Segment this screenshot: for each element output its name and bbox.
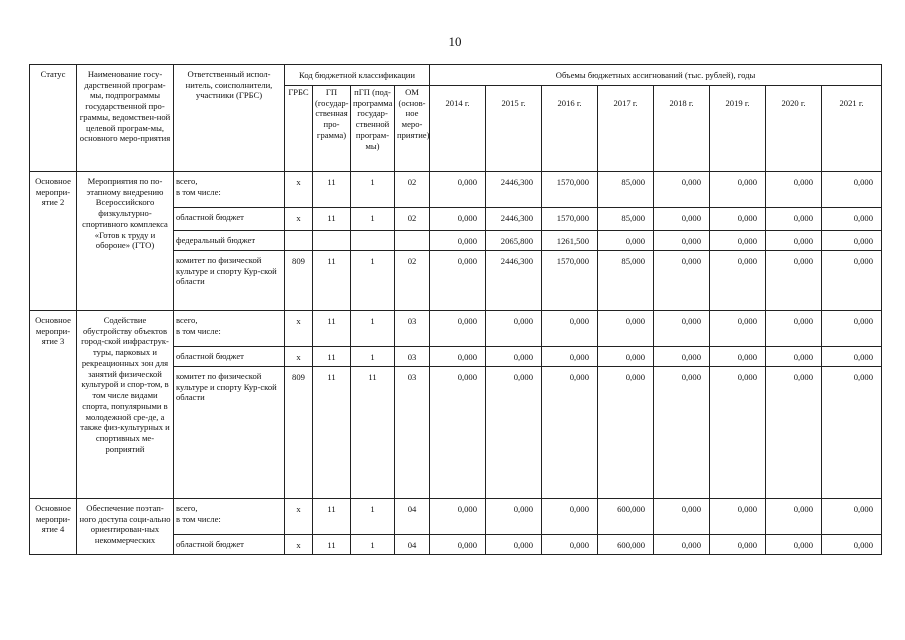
gp-code-cell: 11 — [313, 347, 351, 367]
amount-cell: 0,000 — [542, 535, 598, 555]
pgp-code-cell: 1 — [351, 311, 395, 347]
amount-cell: 0,000 — [654, 535, 710, 555]
amount-cell: 1570,000 — [542, 251, 598, 311]
grbs-code-cell: x — [285, 208, 313, 231]
amount-cell: 0,000 — [486, 535, 542, 555]
amount-cell: 0,000 — [486, 311, 542, 347]
amount-cell: 0,000 — [822, 251, 882, 311]
amount-cell: 0,000 — [766, 311, 822, 347]
amount-cell: 0,000 — [822, 535, 882, 555]
header-grbs: ГРБС — [285, 86, 313, 172]
header-code-group: Код бюджетной классификации — [285, 65, 430, 86]
executor-cell: всего, в том числе: — [174, 499, 285, 535]
amount-cell: 0,000 — [710, 347, 766, 367]
amount-cell: 0,000 — [766, 367, 822, 499]
table-row — [30, 499, 882, 535]
grbs-code-cell: x — [285, 172, 313, 208]
amount-cell: 0,000 — [822, 347, 882, 367]
amount-cell: 0,000 — [486, 347, 542, 367]
grbs-code-cell: x — [285, 535, 313, 555]
table-row — [30, 172, 882, 208]
amount-cell: 0,000 — [822, 208, 882, 231]
amount-cell: 0,000 — [710, 535, 766, 555]
executor-cell: всего, в том числе: — [174, 172, 285, 208]
amount-cell: 0,000 — [654, 231, 710, 251]
pgp-code-cell: 1 — [351, 208, 395, 231]
amount-cell: 0,000 — [822, 367, 882, 499]
amount-cell: 0,000 — [710, 231, 766, 251]
header-year: 2015 г. — [486, 86, 542, 172]
amount-cell: 0,000 — [710, 251, 766, 311]
amount-cell: 0,000 — [542, 367, 598, 499]
amount-cell: 0,000 — [430, 251, 486, 311]
amount-cell: 0,000 — [654, 172, 710, 208]
amount-cell: 0,000 — [654, 311, 710, 347]
header-executor: Ответственный испол-нитель, соисполнители, участники (ГРБС) — [174, 65, 285, 172]
pgp-code-cell: 1 — [351, 347, 395, 367]
amount-cell: 0,000 — [766, 208, 822, 231]
executor-cell: комитет по физической культуре и спорту Кур-ской области — [174, 367, 285, 499]
grbs-code-cell: x — [285, 499, 313, 535]
amount-cell: 0,000 — [430, 231, 486, 251]
grbs-code-cell: x — [285, 347, 313, 367]
header-om: ОМ (основ-ное меро-приятие) — [395, 86, 430, 172]
activity-name-cell: Содействие обустройству объектов город-ской инфраструк-туры, парковых и рекреационных зон для занятий физической культурой и спор-том, в том числе видами спорта, популярными в молодежной сре-де, а также физ-культурных и спортивных ме-роприятий — [77, 311, 174, 499]
om-code-cell: 02 — [395, 251, 430, 311]
amount-cell: 0,000 — [430, 499, 486, 535]
amount-cell: 0,000 — [710, 499, 766, 535]
amount-cell: 0,000 — [766, 499, 822, 535]
header-name: Наименование госу-дарственной програм-мы, подпрограммы государственной про-граммы, ведомствен-ной целевой програм-мы, основного меро-приятия — [77, 65, 174, 172]
amount-cell: 1261,500 — [542, 231, 598, 251]
amount-cell: 85,000 — [598, 208, 654, 231]
amount-cell: 0,000 — [654, 347, 710, 367]
amount-cell: 0,000 — [822, 231, 882, 251]
amount-cell: 85,000 — [598, 251, 654, 311]
pgp-code-cell: 1 — [351, 251, 395, 311]
amount-cell: 0,000 — [598, 347, 654, 367]
amount-cell: 0,000 — [542, 311, 598, 347]
activity-name-cell: Обеспечение поэтап-ного доступа соци-ально ориентирован-ных некоммерческих — [77, 499, 174, 555]
amount-cell: 1570,000 — [542, 208, 598, 231]
page-number: 10 — [448, 34, 462, 49]
om-code-cell: 02 — [395, 208, 430, 231]
header-year: 2017 г. — [598, 86, 654, 172]
amount-cell: 0,000 — [654, 251, 710, 311]
activity-name-cell: Мероприятия по по-этапному внедрению Всероссийского физкультурно-спортивного комплекса «Готов к труду и обороне» (ГТО) — [77, 172, 174, 311]
budget-table — [29, 64, 882, 555]
grbs-code-cell: 809 — [285, 367, 313, 499]
gp-code-cell: 11 — [313, 172, 351, 208]
amount-cell: 0,000 — [598, 231, 654, 251]
amount-cell: 0,000 — [822, 172, 882, 208]
table-body — [30, 172, 882, 555]
header-pgp: пГП (под-программа государ-ственной програм-мы) — [351, 86, 395, 172]
om-code-cell: 03 — [395, 367, 430, 499]
om-code-cell — [395, 231, 430, 251]
amount-cell: 2446,300 — [486, 172, 542, 208]
amount-cell: 0,000 — [654, 367, 710, 499]
amount-cell: 0,000 — [598, 311, 654, 347]
om-code-cell: 04 — [395, 499, 430, 535]
status-cell: Основное меропри-ятие 4 — [30, 499, 77, 555]
amount-cell: 0,000 — [822, 499, 882, 535]
amount-cell: 0,000 — [766, 251, 822, 311]
header-year: 2021 г. — [822, 86, 882, 172]
header-status: Статус — [30, 65, 77, 172]
amount-cell: 1570,000 — [542, 172, 598, 208]
executor-cell: комитет по физической культуре и спорту Кур-ской области — [174, 251, 285, 311]
gp-code-cell: 11 — [313, 367, 351, 499]
amount-cell: 2446,300 — [486, 251, 542, 311]
gp-code-cell: 11 — [313, 535, 351, 555]
gp-code-cell — [313, 231, 351, 251]
amount-cell: 2065,800 — [486, 231, 542, 251]
amount-cell: 0,000 — [430, 311, 486, 347]
executor-cell: областной бюджет — [174, 535, 285, 555]
om-code-cell: 04 — [395, 535, 430, 555]
amount-cell: 0,000 — [710, 208, 766, 231]
executor-cell: федеральный бюджет — [174, 231, 285, 251]
amount-cell: 0,000 — [822, 311, 882, 347]
amount-cell: 600,000 — [598, 535, 654, 555]
pgp-code-cell: 1 — [351, 535, 395, 555]
table-header — [30, 65, 882, 172]
amount-cell: 0,000 — [542, 347, 598, 367]
grbs-code-cell: 809 — [285, 251, 313, 311]
header-volumes-group: Объемы бюджетных ассигнований (тыс. рублей), годы — [430, 65, 882, 86]
amount-cell: 0,000 — [710, 367, 766, 499]
pgp-code-cell: 1 — [351, 499, 395, 535]
amount-cell: 0,000 — [654, 208, 710, 231]
header-year: 2016 г. — [542, 86, 598, 172]
gp-code-cell: 11 — [313, 251, 351, 311]
om-code-cell: 03 — [395, 311, 430, 347]
header-year: 2014 г. — [430, 86, 486, 172]
gp-code-cell: 11 — [313, 311, 351, 347]
amount-cell: 0,000 — [430, 535, 486, 555]
amount-cell: 0,000 — [542, 499, 598, 535]
amount-cell: 0,000 — [766, 231, 822, 251]
pgp-code-cell — [351, 231, 395, 251]
amount-cell: 0,000 — [710, 311, 766, 347]
status-cell: Основное меропри-ятие 2 — [30, 172, 77, 311]
header-year: 2018 г. — [654, 86, 710, 172]
executor-cell: областной бюджет — [174, 347, 285, 367]
amount-cell: 0,000 — [766, 347, 822, 367]
header-gp: ГП (государ-ственная про-грамма) — [313, 86, 351, 172]
amount-cell: 85,000 — [598, 172, 654, 208]
grbs-code-cell: x — [285, 311, 313, 347]
amount-cell: 0,000 — [430, 367, 486, 499]
om-code-cell: 03 — [395, 347, 430, 367]
gp-code-cell: 11 — [313, 208, 351, 231]
om-code-cell: 02 — [395, 172, 430, 208]
amount-cell: 0,000 — [430, 347, 486, 367]
grbs-code-cell — [285, 231, 313, 251]
amount-cell: 0,000 — [430, 172, 486, 208]
status-cell: Основное меропри-ятие 3 — [30, 311, 77, 499]
amount-cell: 0,000 — [486, 367, 542, 499]
gp-code-cell: 11 — [313, 499, 351, 535]
amount-cell: 0,000 — [766, 535, 822, 555]
amount-cell: 0,000 — [430, 208, 486, 231]
pgp-code-cell: 1 — [351, 172, 395, 208]
amount-cell: 0,000 — [710, 172, 766, 208]
executor-cell: всего, в том числе: — [174, 311, 285, 347]
amount-cell: 600,000 — [598, 499, 654, 535]
amount-cell: 0,000 — [598, 367, 654, 499]
header-year: 2020 г. — [766, 86, 822, 172]
amount-cell: 0,000 — [654, 499, 710, 535]
header-year: 2019 г. — [710, 86, 766, 172]
amount-cell: 0,000 — [766, 172, 822, 208]
amount-cell: 2446,300 — [486, 208, 542, 231]
pgp-code-cell: 11 — [351, 367, 395, 499]
executor-cell: областной бюджет — [174, 208, 285, 231]
amount-cell: 0,000 — [486, 499, 542, 535]
table-row — [30, 311, 882, 347]
